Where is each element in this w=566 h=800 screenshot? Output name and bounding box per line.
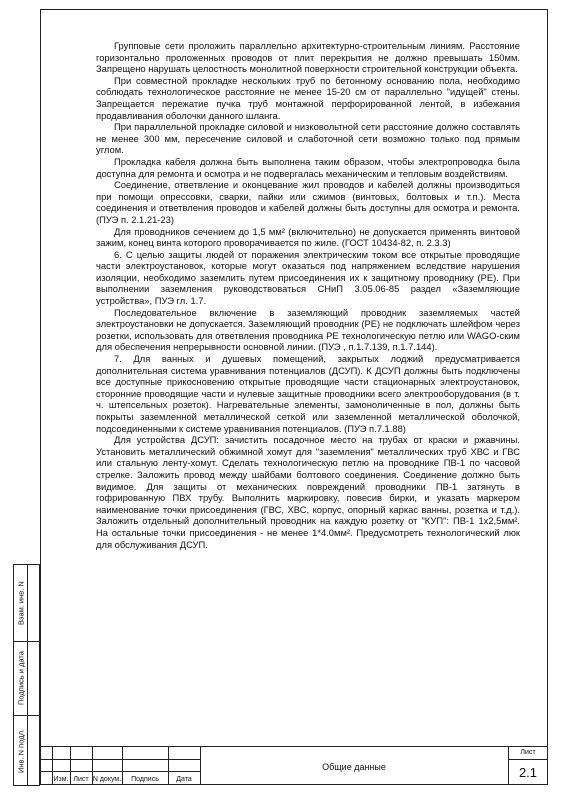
paragraph: Для проводников сечением до 1,5 мм² (включительно) не допускается применять винтовой зажим, конец винта которого проворачивается по жиле. (ГОСТ 10434-82, п. 2.3.3) [96,225,520,249]
document-title: Общие данные [322,761,386,772]
signature-date-label: Подпись и дата [16,651,26,705]
original-inventory-label: Инв. N подл. [16,728,26,774]
side-stamp-strip [13,564,40,786]
document-body [96,40,520,550]
paragraph: Соединение, ответвление и оконцевание жил проводов и кабелей должны производиться при помощи опрессовки, сварки, пайки или сжимов (винтовых, болтовых и т.п.). Места соединения и ответвления проводов и кабелей должны быть доступны для осмотра и ремонта. (ПУЭ п. 2.1.21-23) [96,179,520,225]
paragraph: 7. Для ванных и душевых помещений, закрытых лоджий предусматривается дополнительная система уравнивания потенциалов (ДСУП). К ДСУП должны быть подключены все доступные прикосновению открытые проводящие части стационарных электроустановок, сторонние проводящие части и нулевые защитные проводники всего электрооборудования (в т. ч. штепсельных розеток). Нагревательные элементы, замоноличенные в пол, должны быть покрыты заземленной металлической сеткой или заземленной металлической оболочкой, подсоединенными к системе уравнивания потенциалов. (ПУЭ п.7.1.88) [96,353,520,434]
paragraph: Для устройства ДСУП: зачистить посадочное место на трубах от краски и ржавчины. Установить металлический обжимной хомут для "заземления" металлических труб ХВС и ГВС или стальную ленту-хомут. Сделать технологическую петлю на проводнике ПВ-1 по часовой стрелке. Заложить провод между шайбами болтового соединения. Соединение должно быть видимое. Для защиты от механических повреждений проводники ПВ-1 затянуть в гофрированную ПВХ трубу. Выполнить маркировку, повесив бирки, и указать маркером наименование точки присоединения (ГВС, ХВС, корпус, опорный каркас ванны, розетка и т.д.). Заложить отдельный дополнительный проводник на каждую розетку от "КУП": ПВ-1 1х2,5мм². На остальные точки присоединения - не менее 1*4.0мм². Предусмотреть технологический люк для обслуживания ДСУП. [96,434,520,550]
col-doc-number-label: N докум. [92,775,122,783]
paragraph: Последовательное включение в заземляющий проводник заземляемых частей электроустановки не допускается. Заземляющий проводник (PE) не подключать шлейфом через розетки, использовать для ответвления проводника PE технологическую петлю или WAGO-ским для обеспечения непрерывности основной линии. (ПУЭ , п.1.7.139, п.1.7.144). [96,306,520,353]
paragraph: Прокладка кабеля должна быть выполнена таким образом, чтобы электропроводка была доступна для ремонта и осмотра и не подвергалась механическим и тепловым воздействиям. [96,155,520,179]
sheet-number: 2.1 [518,765,538,780]
col-sheet-label: Лист [73,775,89,783]
paragraph: При совместной прокладке нескольких труб по бетонному основанию пола, необходимо соблюдать технологическое расстояние не менее 15-20 см от параллельно "идущей" стены. Запрещается пережатие пучка труб монтажной перфорированной лентой, в избежания продавливания оболочки данного шланга. [96,74,520,121]
sheet-label: Лист [520,749,536,756]
title-block [40,746,548,785]
replacement-inventory-label: Взам. инв. N [16,581,26,625]
paragraph: При параллельной прокладке силовой и низковольтной сети расстояние должно составлять не менее 300 мм, пересечение силовой и слаботочной сети возможно только под прямым углом. [96,121,520,156]
paragraph: 6. С целью защиты людей от поражения электрическим током все открытые проводящие части электроустановок, которые могут оказаться под напряжением вследствие нарушения изоляции, необходимо заземлить путем присоединения их к защитному проводнику (PE). При выполнении заземления руководствоваться СНиП 3.05.06-85 раздел «Заземляющие устройства», ПУЭ гл. 1.7. [96,248,520,307]
col-change-label: Изм. [53,775,69,783]
col-signature-label: Подпись [131,775,159,783]
paragraph: Групповые сети проложить параллельно архитектурно-строительным линиям. Расстояние горизонтально проложенных проводов от плит перекрытия не должно превышать 150мм. Запрещено нарушать целостность монолитной поверхности строительной конструкции объекта. [96,40,520,75]
col-date-label: Дата [176,775,192,783]
